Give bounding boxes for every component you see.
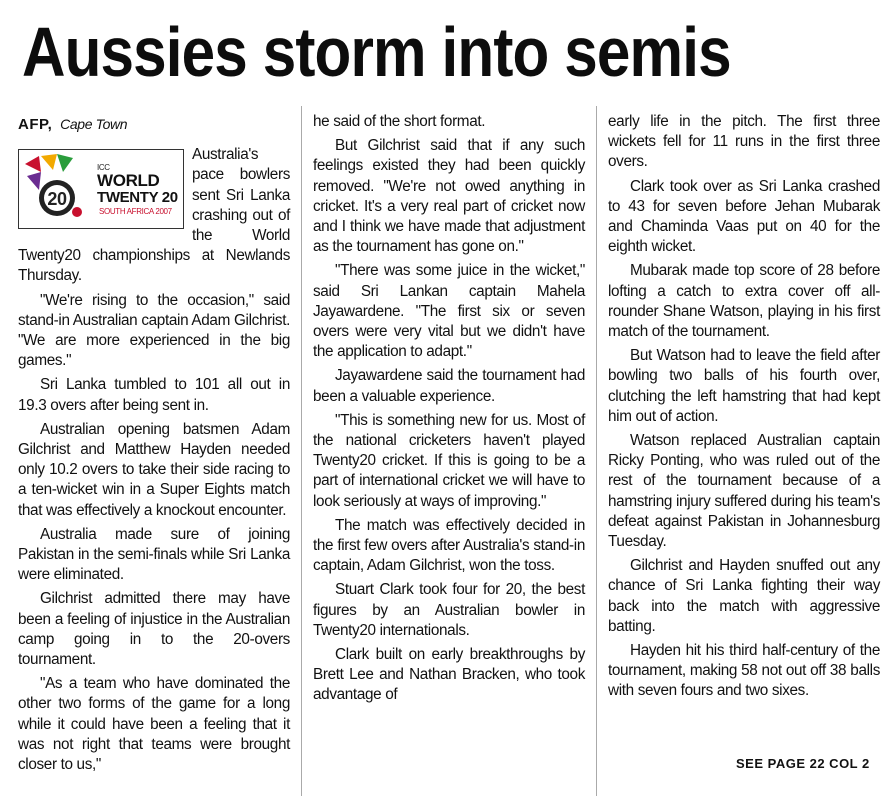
paragraph: Gilchrist admitted there may have been a feeling of injustice in the Australian camp going in to the 20-overs tournament. <box>18 590 290 669</box>
paragraph: Jayawardene said the tournament had been a valuable experience. <box>313 367 585 405</box>
paragraph: "We're rising to the occasion," said stand-in Australian captain Adam Gilchrist. "We are more experienced in the big games." <box>18 291 290 370</box>
article-column-3 <box>608 112 880 706</box>
logo-line1: WORLD <box>97 171 160 191</box>
logo-icc: ICC <box>97 163 110 173</box>
paragraph: Sri Lanka tumbled to 101 all out in 19.3 overs after being sent in. <box>18 376 290 414</box>
column-divider <box>301 106 302 796</box>
headline: Aussies storm into semis <box>22 13 731 91</box>
paragraph: Australian opening batsmen Adam Gilchrist and Matthew Hayden needed only 10.2 overs to take their side racing to a ten-wicket win in a Super Eights match that was effectively a knockout encounter. <box>18 420 290 519</box>
dateline-place: Cape Town <box>60 116 128 132</box>
paragraph: The match was effectively decided in the first few overs after Australia's stand-in captain, Adam Gilchrist, won the toss. <box>313 516 585 575</box>
paragraph: Clark built on early breakthroughs by Brett Lee and Nathan Bracken, who took advantage of <box>313 646 585 704</box>
paragraph: "As a team who have dominated the other two forms of the game for a long while it could have been a feeling that it was not right that teams were brought closer to us," <box>18 675 290 774</box>
world-twenty20-logo <box>18 149 184 229</box>
paragraph: early life in the pitch. The first three wickets fell for 11 runs in the first three overs. <box>608 113 880 171</box>
continuation-note: SEE PAGE 22 COL 2 <box>736 756 870 771</box>
dateline <box>18 114 290 135</box>
paragraph: Australia made sure of joining Pakistan in the semi-finals while Sri Lanka were eliminated. <box>18 525 290 584</box>
logo-line3: SOUTH AFRICA 2007 <box>99 207 172 217</box>
dateline-agency: AFP, <box>18 116 53 133</box>
paragraph: Hayden hit his third half-century of the tournament, making 58 not out off 38 balls with seven fours and two sixes. <box>608 642 880 700</box>
logo-line2: TWENTY 20 <box>97 189 178 207</box>
paragraph: "There was some juice in the wicket," said Sri Lankan captain Mahela Jayawardene. "The first six or seven overs were very vital but we didn't have the application to adapt." <box>313 262 585 361</box>
paragraph: he said of the short format. <box>313 113 486 130</box>
paragraph: Clark took over as Sri Lanka crashed to 43 for seven before Jehan Mubarak and Chaminda Vaas put on 40 for the eighth wicket. <box>608 177 880 256</box>
paragraph: Watson replaced Australian captain Ricky Ponting, who was ruled out of the rest of the tournament because of a hamstring injury suffered during his team's defeat against Pakistan in Johannesburg Tuesday. <box>608 432 880 551</box>
column-divider <box>596 106 597 796</box>
paragraph: "This is something new for us. Most of the national cricketers haven't played Twenty20 cricket. If this is going to be a part of international cricket we will have to look seriously at ways of improving." <box>313 411 585 510</box>
logo-badge: 20 <box>47 189 67 210</box>
article-column-1 <box>18 112 290 779</box>
paragraph: But Watson had to leave the field after bowling two balls of his fourth over, clutching the left hamstring that had kept him out of action. <box>608 347 880 425</box>
paragraph: Stuart Clark took four for 20, the best figures by an Australian bowler in Twenty20 internationals. <box>313 581 585 639</box>
paragraph: Gilchrist and Hayden snuffed out any chance of Sri Lanka fighting their way back into the match with aggressive batting. <box>608 557 880 635</box>
paragraph: Mubarak made top score of 28 before lofting a catch to extra cover off all-rounder Shane Watson, playing in his first match of the tournament. <box>608 262 880 341</box>
article-column-2 <box>313 112 585 710</box>
paragraph: But Gilchrist said that if any such feelings existed they had been quickly removed. "We're not owed anything in cricket. It's a very real part of cricket now and I think we have made that adjustment as the tournament has gone on." <box>313 137 585 256</box>
paragraph: Australia's pace bowlers sent Sri Lanka crashing out of the World Twenty20 championships at Newlands Thursday. <box>18 146 290 285</box>
